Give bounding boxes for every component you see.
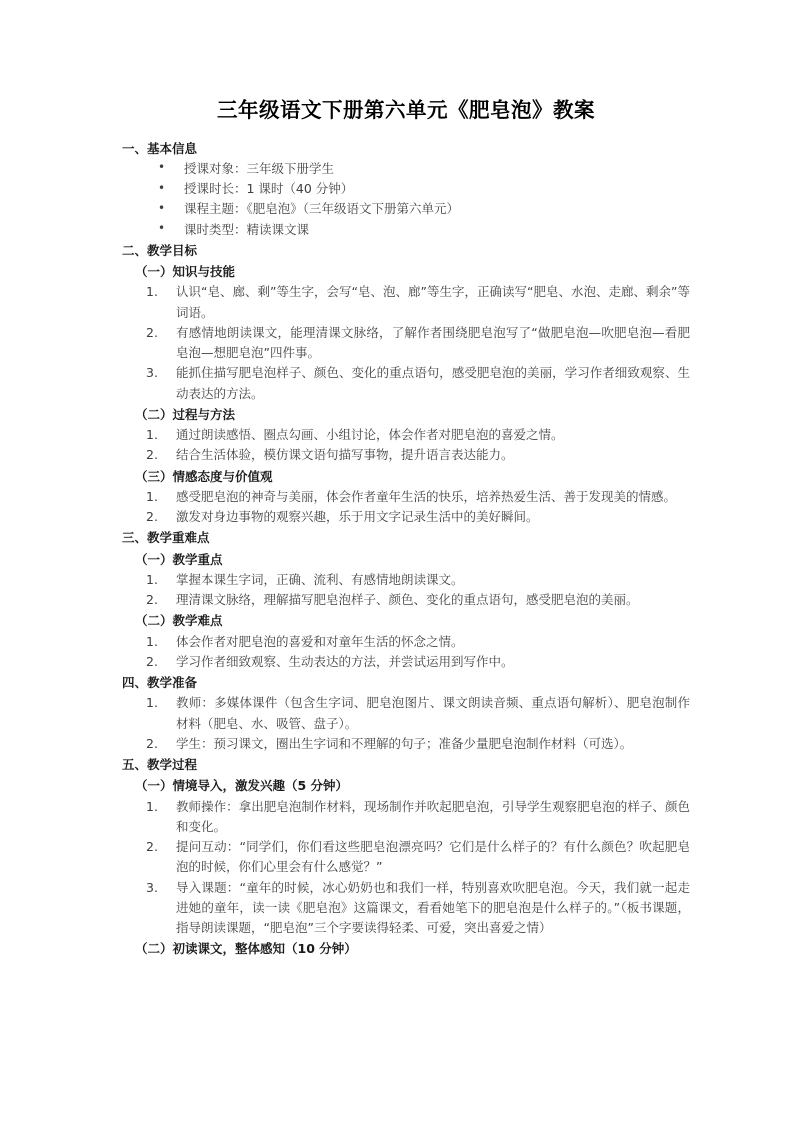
preparation-list — [122, 693, 690, 754]
difficult-points-list — [122, 632, 690, 673]
section-heading: 二、教学目标 — [122, 242, 198, 258]
subsection-heading: （一）知识与技能 — [135, 264, 236, 280]
basic-info-list — [122, 159, 690, 240]
list-item: 掌握本课生字词，正确、流利、有感情地朗读课文。 — [176, 571, 464, 587]
list-item: • 课程主题：《肥皂泡》（三年级语文下册第六单元） — [122, 199, 690, 219]
list-item: 学习作者细致观察、生动表达的方法，并尝试运用到写作中。 — [176, 653, 514, 669]
list-item: • 授课时长：1 课时（40 分钟） — [122, 179, 690, 199]
list-item: 结合生活体验，模仿课文语句描写事物，提升语言表达能力。 — [176, 447, 514, 463]
objectives-values-list — [122, 487, 690, 528]
subsection-heading: （三）情感态度与价值观 — [135, 468, 273, 484]
subsection-heading: （二）教学难点 — [135, 613, 223, 629]
section-teaching-objectives — [122, 241, 690, 528]
list-item: 认识“皂、廊、剩”等生字，会写“皂、泡、廊”等生字，正确读写“肥皂、水泡、走廊、剩余”等词语。 — [176, 284, 690, 320]
key-points-list — [122, 570, 690, 611]
section-heading: 一、基本信息 — [122, 140, 198, 156]
list-item: 体会作者对肥皂泡的喜爱和对童年生活的怀念之情。 — [176, 633, 464, 649]
list-item: 感受肥皂泡的神奇与美丽，体会作者童年生活的快乐，培养热爱生活、善于发现美的情感。 — [176, 488, 677, 504]
subsection-heading: （一）情境导入，激发兴趣（5 分钟） — [135, 778, 349, 794]
list-item: 学生：预习课文，圈出生字词和不理解的句子；准备少量肥皂泡制作材料（可选）。 — [176, 735, 633, 751]
section-heading: 五、教学过程 — [122, 757, 198, 773]
list-item: 导入课题：“童年的时候，冰心奶奶也和我们一样，特别喜欢吹肥皂泡。今天，我们就一起走进她的童年，读一读《肥皂泡》这篇课文，看看她笔下的肥皂泡是什么样子的。”（板书课题，指导朗读课题，“肥皂泡”三个字要读得轻柔、可爱，突出喜爱之情） — [176, 879, 690, 936]
subsection-heading: （二）过程与方法 — [135, 406, 236, 422]
section-key-difficult-points — [122, 528, 690, 672]
list-item: • 课时类型：精读课文课 — [122, 220, 690, 240]
section-teaching-preparation — [122, 673, 690, 754]
list-item: 理清课文脉络，理解描写肥皂泡样子、颜色、变化的重点语句，感受肥皂泡的美丽。 — [176, 592, 639, 608]
list-item: • 授课对象：三年级下册学生 — [122, 159, 690, 179]
subsection-heading: （二）初读课文，整体感知（10 分钟） — [135, 941, 357, 957]
page-title: 三年级语文下册第六单元《肥皂泡》教案 — [217, 98, 595, 122]
list-item: 能抓住描写肥皂泡样子、颜色、变化的重点语句，感受肥皂泡的美丽，学习作者细致观察、生动表达的方法。 — [176, 365, 690, 401]
list-item: 教师操作：拿出肥皂泡制作材料，现场制作并吹起肥皂泡，引导学生观察肥皂泡的样子、颜色和变化。 — [176, 798, 690, 834]
process-intro-list — [122, 797, 690, 939]
section-heading: 四、教学准备 — [122, 675, 198, 691]
subsection-heading: （一）教学重点 — [135, 551, 223, 567]
objectives-knowledge-list — [122, 282, 690, 404]
list-item: 通过朗读感悟、圈点勾画、小组讨论，体会作者对肥皂泡的喜爱之情。 — [176, 427, 564, 443]
section-teaching-process — [122, 755, 690, 960]
list-item: 提问互动：“同学们，你们看这些肥皂泡漂亮吗？它们是什么样子的？有什么颜色？吹起肥皂泡的时候，你们心里会有什么感觉？” — [176, 839, 690, 875]
section-basic-info — [122, 139, 690, 240]
objectives-process-list — [122, 425, 690, 466]
list-item: 有感情地朗读课文，能理清课文脉络，了解作者围绕肥皂泡写了“做肥皂泡—吹肥皂泡—看肥皂泡—想肥皂泡”四件事。 — [176, 324, 690, 361]
section-heading: 三、教学重难点 — [122, 530, 210, 546]
list-item: 激发对身边事物的观察兴趣，乐于用文字记录生活中的美好瞬间。 — [176, 509, 539, 525]
list-item: 教师：多媒体课件（包含生字词、肥皂泡图片、课文朗读音频、重点语句解析）、肥皂泡制作材料（肥皂、水、吸管、盘子）。 — [176, 695, 690, 731]
